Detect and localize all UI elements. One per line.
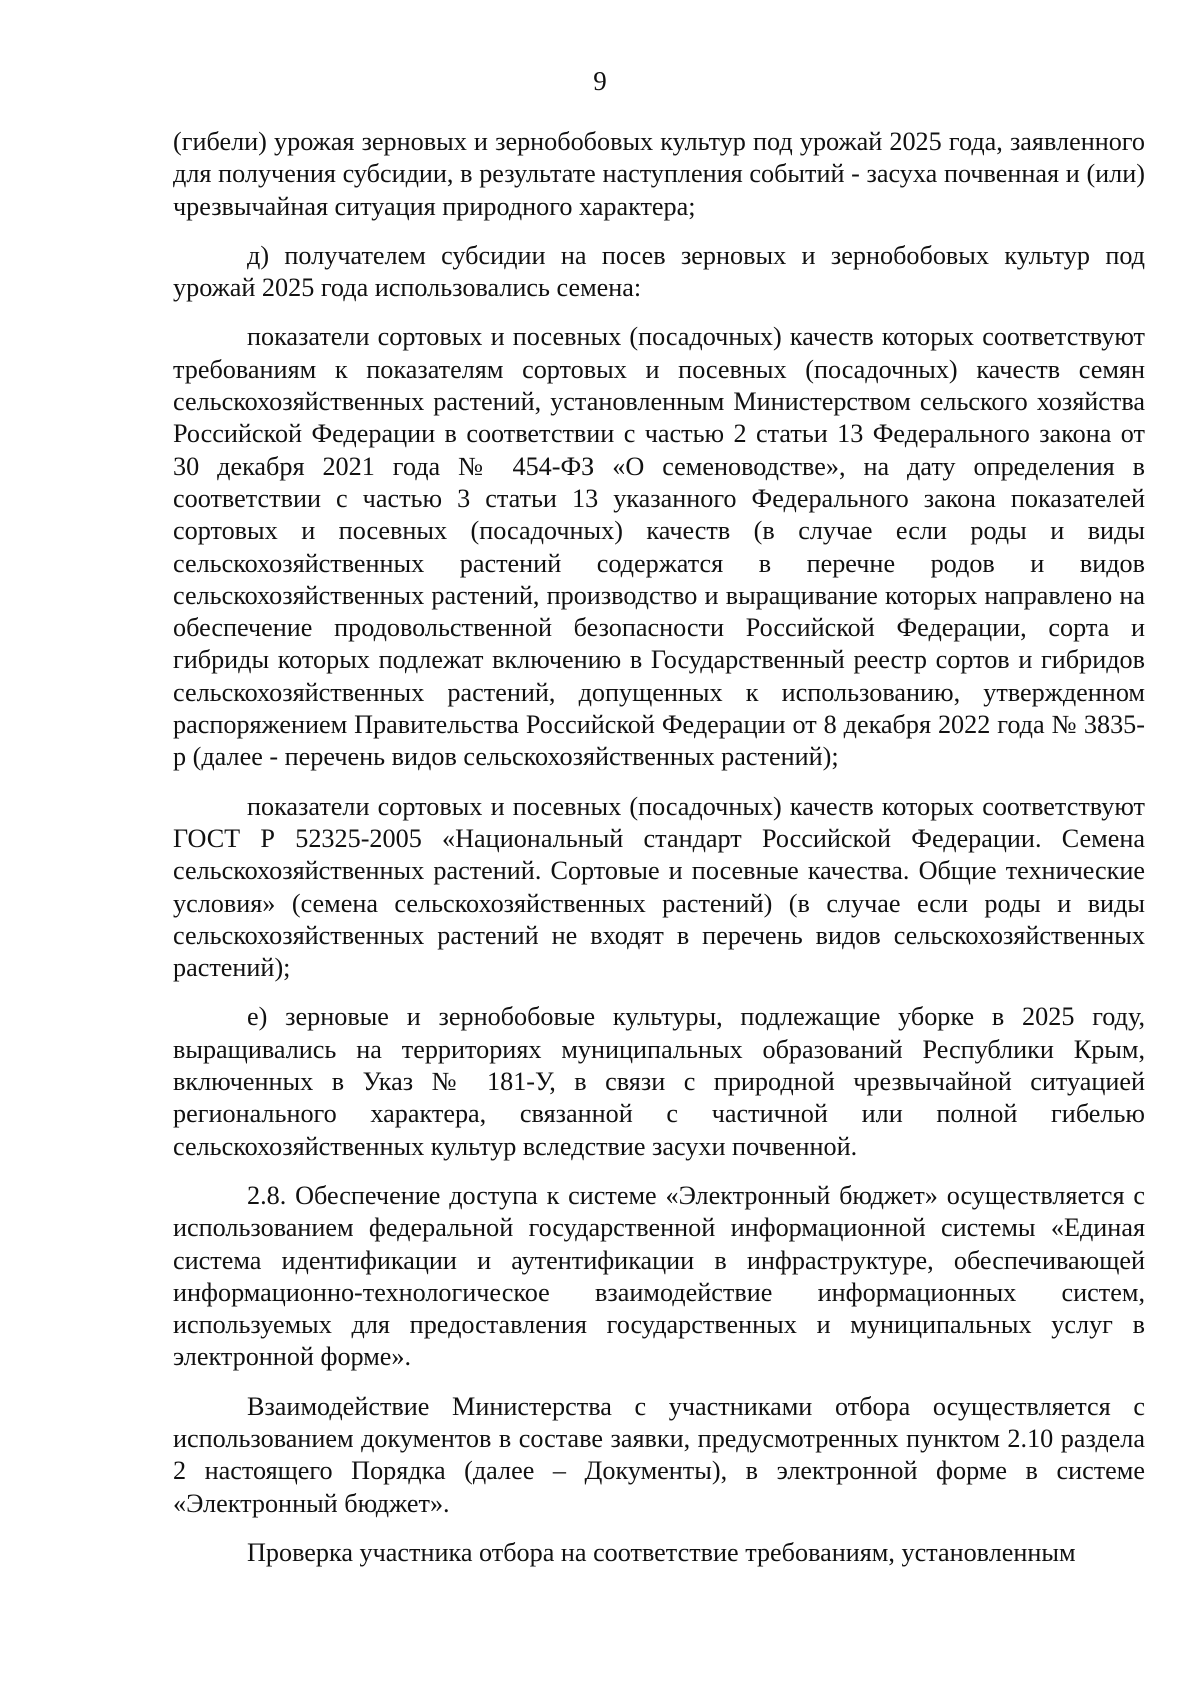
paragraph-seed-quality-gost: показатели сортовых и посевных (посадочных) качеств которых соответствуют ГОСТ Р 52325-2005 «Национальный стандарт Российской Федерации. Семена сельскохозяйственных растений. Сортовые и посевные качества. Общие технические условия» (семена сельскохозяйственных растений) (в случае если роды и виды сельскохозяйственных растений не входят в перечень видов сельскохозяйственных растений); bbox=[173, 791, 1145, 983]
paragraph-ministry-interaction: Взаимодействие Министерства с участниками отбора осуществляется с использованием документов в составе заявки, предусмотренных пунктом 2.10 раздела 2 настоящего Порядка (далее – Документы), в электронной форме в системе «Электронный бюджет». bbox=[173, 1391, 1145, 1518]
page-number: 9 bbox=[593, 66, 607, 96]
paragraph-participant-check: Проверка участника отбора на соответствие требованиям, установленным bbox=[247, 1537, 1076, 1567]
document-body bbox=[173, 126, 1145, 1569]
paragraph-continuation: (гибели) урожая зерновых и зернобобовых культур под урожай 2025 года, заявленного для получения субсидии, в результате наступления событий - засуха почвенная и (или) чрезвычайная ситуация природного характера; bbox=[173, 127, 1145, 221]
paragraph-item-e: е) зерновые и зернобобовые культуры, подлежащие уборке в 2025 году, выращивались на территориях муниципальных образований Республики Крым, включенных в Указ № 181-У, в связи с природной чрезвычайной ситуацией регионального характера, связанной с частичной или полной гибелью сельскохозяйственных культур вследствие засухи почвенной. bbox=[173, 1002, 1145, 1161]
paragraph-section-2-8: 2.8. Обеспечение доступа к системе «Электронный бюджет» осуществляется с использованием федеральной государственной информационной системы «Единая система идентификации и аутентификации в инфраструктуре, обеспечивающей информационно-технологическое взаимодействие информационных систем, используемых для предоставления государственных и муниципальных услуг в электронной форме». bbox=[173, 1180, 1145, 1372]
paragraph-seed-quality-requirements: показатели сортовых и посевных (посадочных) качеств которых соответствуют требованиям к показателям сортовых и посевных (посадочных) качеств семян сельскохозяйственных растений, установленным Министерством сельского хозяйства Российской Федерации в соответствии с частью 2 статьи 13 Федерального закона от 30 декабря 2021 года № 454-ФЗ «О семеноводстве», на дату определения в соответствии с частью 3 статьи 13 указанного Федерального закона показателей сортовых и посевных (посадочных) качеств (в случае если роды и виды сельскохозяйственных растений содержатся в перечне родов и видов сельскохозяйственных растений, производство и выращивание которых направлено на обеспечение продовольственной безопасности Российской Федерации, сорта и гибриды которых подлежат включению в Государственный реестр сортов и гибридов сельскохозяйственных растений, допущенных к использованию, утвержденном распоряжением Правительства Российской Федерации от 8 декабря 2022 года № 3835-р (далее - перечень видов сельскохозяйственных растений); bbox=[173, 322, 1145, 772]
paragraph-item-d: д) получателем субсидии на посев зерновых и зернобобовых культур под урожай 2025 года использовались семена: bbox=[173, 240, 1145, 303]
